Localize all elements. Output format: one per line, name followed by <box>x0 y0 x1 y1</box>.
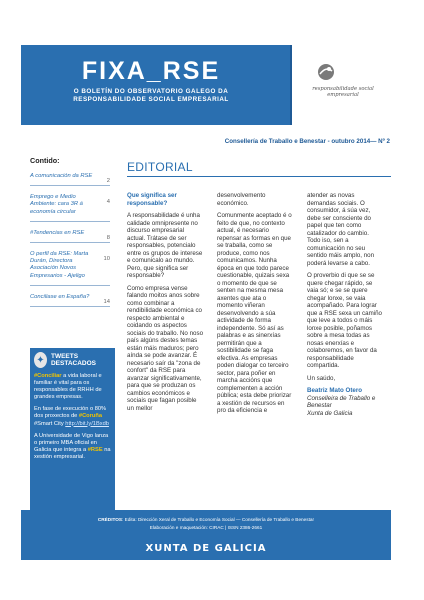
tweet-link[interactable]: http://bit.ly/1Bxdb <box>65 420 109 427</box>
toc-item-label: Conciliase en España? <box>30 293 90 300</box>
twitter-bird-icon: ✦ <box>34 352 47 368</box>
editorial-paragraph: Como empresa vense falando moitos anos sobre como combinar a rendibilidade económica co respecto ambiental e coidando os aspectos sociais do traballo. No noso país algúns destes temas están máis maduros; pero aínda se pode avanzar. É necesario saír da "zona de confort" da RSE para avanzar significativamente, para que se produzan os cambios económicos e sociais que fagan posible un mellor <box>127 284 204 412</box>
editorial-paragraph: O proverbio di que se se quere chegar rápido, se vaia só; e se se quere chegar lonxe, se vaia acompañado. Para lograr que a RSE sexa un camiño que leve a todos o máis lonxe posible, poñamos sobre a mesa todas as nosas enerxías e colaboremos, en favor da responsabilidade compartida. <box>307 272 382 369</box>
toc-item-label: O perfil da RSE: Marta Durán, Directora Asociación Novos Empresarios - Ajeligo <box>30 251 89 279</box>
toc-item-page: 2 <box>106 178 110 184</box>
editorial-question: Que significa ser responsable? <box>127 192 177 207</box>
logo-box <box>290 45 391 125</box>
logo-text: responsabilidade social empresarial <box>312 86 374 98</box>
editorial-paragraph: desenvolvemento económico. <box>217 192 266 207</box>
toc-item[interactable] <box>30 194 110 222</box>
tweets-header <box>34 352 111 368</box>
newsletter-subtitle-line2: RESPONSABILIDADE SOCIAL EMPRESARIAL <box>73 96 229 103</box>
editorial-paragraph: Comunmente aceptado é o feito de que, no contexto actual, é necesario repensar as formas en que se traballa, como se produce, como nos comunicamos. Nunha época en que todo parece cuestionable, quizais sexa o momento de que se senten na mesma mesa axentes que ata o momento viñeran desenvolvendo a súa actividade de forma independente. Só así as palabras e as sinerxías permitirán que a sostibilidade se faga efectiva. As empresas poden dialogar co terceiro sector, para poñer en marcha accións que complementen a acción pública; esta debe priorizar a xestión de recursos en pro da eficiencia e <box>217 212 292 414</box>
toc-item-page: 14 <box>103 298 110 305</box>
editorial-greeting: Un saúdo, <box>307 374 336 382</box>
hashtag[interactable]: #Conciliar <box>34 373 62 379</box>
tweet-text: En fase de execución o 80% dos proxectos de <box>34 406 107 420</box>
editorial-column-3 <box>307 192 383 417</box>
toc-title: Contido: <box>30 156 60 165</box>
signature-organization: Xunta de Galicia <box>307 409 353 417</box>
tweet-text: #Smart City <box>34 420 66 427</box>
tweets-box <box>30 348 115 510</box>
signature-name: Beatriz Mato Otero <box>307 387 363 394</box>
toc-item-label: #Tendencias en RSE <box>30 229 85 236</box>
brand-block <box>36 56 266 104</box>
issue-info: Consellería de Traballo e Benestar - outubro 2014— Nº 2 <box>224 138 390 145</box>
credits-line-2: Elaboración e maquetación: CIRAC | ISSN 2386-2661 <box>149 525 263 530</box>
toc-item-label: A comunicación da RSE <box>30 173 93 179</box>
toc-list <box>30 173 110 307</box>
toc-item-page: 10 <box>103 256 110 263</box>
toc-item[interactable] <box>30 230 110 243</box>
newsletter-title: FIXA_RSE <box>81 57 221 85</box>
editorial-column-2 <box>217 192 293 420</box>
toc-item-page: 8 <box>106 234 110 241</box>
toc-item[interactable] <box>30 173 110 186</box>
rse-logo-icon <box>316 62 336 82</box>
credits-line-1 <box>21 516 391 524</box>
editorial-paragraph: A responsabilidade é unha calidade omnipresente no discurso empresarial actual. Trátase de ser responsables, potencialo entre os grupos de interese e comunicalo ao mundo. Pero, que significa ser responsable? <box>127 212 203 279</box>
toc-item-page: 4 <box>106 199 110 206</box>
tweet-2 <box>34 406 111 427</box>
credits-text: : Edita: Dirección Xeral de Traballo e Economía Social — Consellería de Traballo e Benestar <box>122 517 315 522</box>
tweet-1 <box>34 373 111 401</box>
editorial-heading: EDITORIAL <box>127 160 193 174</box>
tweet-3 <box>34 433 111 461</box>
editorial-paragraph: atender as novas demandas sociais. O consumidor, á súa vez, debe ser consciente do papel que ten como catalizador do cambio. Todo iso, sen a comunicación no seu sentido máis amplo, non poderá levarse a cabo. <box>307 192 375 267</box>
toc-item[interactable] <box>30 294 110 307</box>
signature-role: Conselleira de Traballo e Benestar <box>307 394 376 409</box>
credits-bar <box>21 510 391 538</box>
xunta-brand-bar: XUNTA DE GALICIA <box>21 538 391 560</box>
tweet-text: A Universidade de Vigo lanza o primeiro MBA oficial en Galicia que integra a <box>34 432 109 453</box>
credits-label: CRÉDITOS <box>97 517 123 522</box>
tweet-text: a vida laboral e familiar é vital para os responsables de RRHH de grandes empresas. <box>34 373 102 401</box>
newsletter-subtitle-line1: O BOLETÍN DO OBSERVATORIO GALEGO DA <box>73 88 229 95</box>
hashtag[interactable]: #Coruña <box>78 413 102 420</box>
editorial-column-1 <box>127 192 203 417</box>
tweet-text: na xestión empresarial. <box>34 446 111 460</box>
toc-item-label: Emprego e Medio Ambiente: cara 3R á economía circular <box>30 194 83 215</box>
tweets-title: TWEETS DESTACADOS <box>50 352 97 367</box>
editorial-divider <box>127 176 391 177</box>
toc-sidebar <box>30 150 110 315</box>
hashtag[interactable]: #RSE <box>87 446 103 453</box>
toc-item[interactable] <box>30 251 110 286</box>
